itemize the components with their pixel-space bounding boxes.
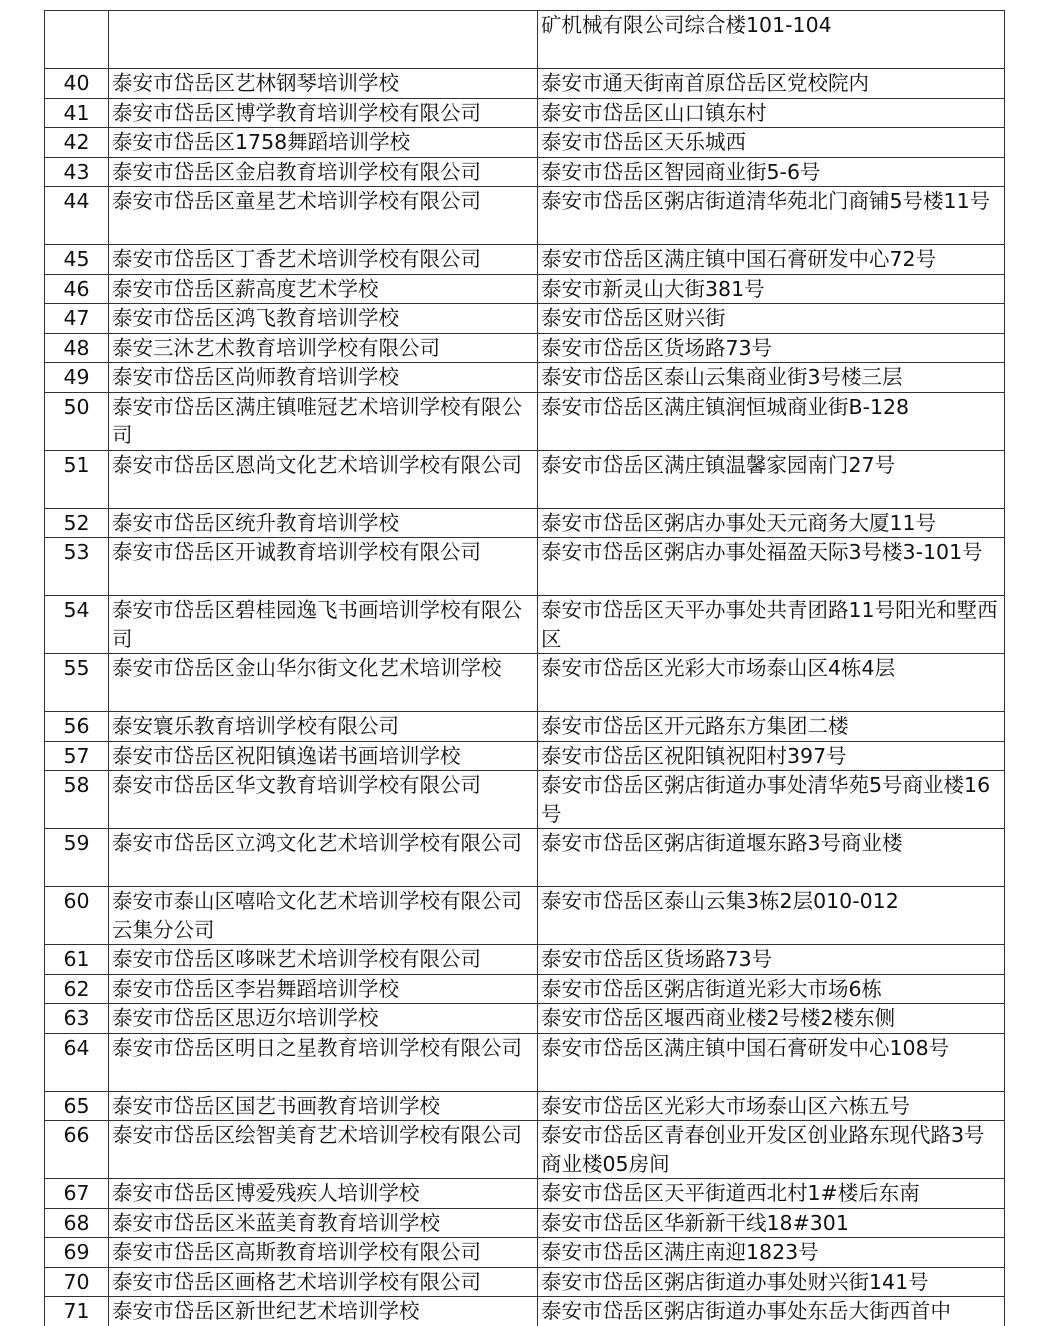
address-cell: 泰安市新灵山大街381号 (538, 274, 1005, 304)
school-name-cell: 泰安市岱岳区绘智美育艺术培训学校有限公司 (109, 1121, 538, 1179)
address-cell: 泰安市岱岳区堰西商业楼2号楼2楼东侧 (538, 1004, 1005, 1034)
row-number-cell: 61 (45, 945, 109, 975)
address-cell: 泰安市岱岳区青春创业开发区创业路东现代路3号商业楼05房间 (538, 1121, 1005, 1179)
school-name-cell: 泰安市岱岳区开诚教育培训学校有限公司 (109, 538, 538, 596)
row-number-cell: 42 (45, 128, 109, 158)
school-name-cell: 泰安市岱岳区明日之星教育培训学校有限公司 (109, 1033, 538, 1091)
address-cell: 泰安市岱岳区开元路东方集团二楼 (538, 712, 1005, 742)
address-cell: 泰安市岱岳区粥店街道光彩大市场6栋 (538, 974, 1005, 1004)
table-row (45, 450, 1005, 508)
row-number-cell: 59 (45, 829, 109, 887)
row-number-cell: 49 (45, 363, 109, 393)
row-number-cell: 43 (45, 157, 109, 187)
address-cell: 泰安市岱岳区满庄镇中国石膏研发中心72号 (538, 245, 1005, 275)
school-name-cell: 泰安市岱岳区高斯教育培训学校有限公司 (109, 1238, 538, 1268)
table-row (45, 771, 1005, 829)
row-number-cell: 45 (45, 245, 109, 275)
address-cell: 泰安市通天街南首原岱岳区党校院内 (538, 69, 1005, 99)
table-row (45, 1208, 1005, 1238)
table-row (45, 1179, 1005, 1209)
row-number-cell: 71 (45, 1297, 109, 1326)
address-cell: 泰安市岱岳区满庄镇润恒城商业街B-128 (538, 392, 1005, 450)
school-name-cell: 泰安市岱岳区新世纪艺术培训学校 (109, 1297, 538, 1326)
school-name-cell: 泰安市泰山区嘻哈文化艺术培训学校有限公司云集分公司 (109, 887, 538, 945)
address-cell: 泰安市岱岳区粥店街道办事处东岳大街西首中 (538, 1297, 1005, 1326)
address-cell: 泰安市岱岳区满庄镇中国石膏研发中心108号 (538, 1033, 1005, 1091)
address-cell: 泰安市岱岳区华新新干线18#301 (538, 1208, 1005, 1238)
address-cell: 泰安市岱岳区天乐城西 (538, 128, 1005, 158)
row-number-cell: 50 (45, 392, 109, 450)
address-cell: 泰安市岱岳区财兴街 (538, 304, 1005, 334)
address-cell: 泰安市岱岳区粥店街道办事处财兴街141号 (538, 1267, 1005, 1297)
table-row (45, 654, 1005, 712)
school-name-cell: 泰安市岱岳区立鸿文化艺术培训学校有限公司 (109, 829, 538, 887)
row-number-cell: 62 (45, 974, 109, 1004)
table-row (45, 887, 1005, 945)
address-cell: 泰安市岱岳区货场路73号 (538, 945, 1005, 975)
row-number-cell: 70 (45, 1267, 109, 1297)
school-name-cell: 泰安市岱岳区哆咪艺术培训学校有限公司 (109, 945, 538, 975)
table-row (45, 363, 1005, 393)
table-row (45, 538, 1005, 596)
address-cell: 矿机械有限公司综合楼101-104 (538, 11, 1005, 69)
row-number-cell: 47 (45, 304, 109, 334)
school-name-cell: 泰安市岱岳区思迈尔培训学校 (109, 1004, 538, 1034)
table-row (45, 187, 1005, 245)
row-number-cell: 67 (45, 1179, 109, 1209)
row-number-cell: 64 (45, 1033, 109, 1091)
address-cell: 泰安市岱岳区货场路73号 (538, 333, 1005, 363)
table-row (45, 274, 1005, 304)
schools-table-body (45, 11, 1005, 1326)
row-number-cell: 55 (45, 654, 109, 712)
table-row (45, 596, 1005, 654)
row-number-cell: 51 (45, 450, 109, 508)
address-cell: 泰安市岱岳区光彩大市场泰山区4栋4层 (538, 654, 1005, 712)
table-row (45, 1297, 1005, 1326)
row-number-cell: 46 (45, 274, 109, 304)
table-row (45, 1121, 1005, 1179)
school-name-cell: 泰安市岱岳区金启教育培训学校有限公司 (109, 157, 538, 187)
table-row (45, 304, 1005, 334)
row-number-cell: 48 (45, 333, 109, 363)
school-name-cell: 泰安市岱岳区画格艺术培训学校有限公司 (109, 1267, 538, 1297)
row-number-cell (45, 11, 109, 69)
school-name-cell: 泰安三沐艺术教育培训学校有限公司 (109, 333, 538, 363)
school-name-cell: 泰安市岱岳区华文教育培训学校有限公司 (109, 771, 538, 829)
table-row (45, 712, 1005, 742)
table-row (45, 69, 1005, 99)
table-row (45, 333, 1005, 363)
table-row (45, 741, 1005, 771)
address-cell: 泰安市岱岳区智园商业街5-6号 (538, 157, 1005, 187)
address-cell: 泰安市岱岳区满庄南迎1823号 (538, 1238, 1005, 1268)
table-row (45, 157, 1005, 187)
school-name-cell: 泰安市岱岳区统升教育培训学校 (109, 508, 538, 538)
school-name-cell: 泰安市岱岳区碧桂园逸飞书画培训学校有限公司 (109, 596, 538, 654)
table-row (45, 974, 1005, 1004)
table-row (45, 98, 1005, 128)
table-row (45, 508, 1005, 538)
document-page (44, 10, 1004, 1326)
address-cell: 泰安市岱岳区粥店街道清华苑北门商铺5号楼11号 (538, 187, 1005, 245)
school-name-cell: 泰安市岱岳区童星艺术培训学校有限公司 (109, 187, 538, 245)
school-name-cell: 泰安市岱岳区薪高度艺术学校 (109, 274, 538, 304)
school-name-cell: 泰安市岱岳区丁香艺术培训学校有限公司 (109, 245, 538, 275)
row-number-cell: 65 (45, 1091, 109, 1121)
row-number-cell: 68 (45, 1208, 109, 1238)
school-name-cell: 泰安市岱岳区满庄镇唯冠艺术培训学校有限公司 (109, 392, 538, 450)
schools-table (44, 10, 1005, 1326)
row-number-cell: 54 (45, 596, 109, 654)
address-cell: 泰安市岱岳区粥店街道办事处清华苑5号商业楼16号 (538, 771, 1005, 829)
address-cell: 泰安市岱岳区满庄镇温馨家园南门27号 (538, 450, 1005, 508)
school-name-cell: 泰安市岱岳区国艺书画教育培训学校 (109, 1091, 538, 1121)
row-number-cell: 58 (45, 771, 109, 829)
address-cell: 泰安市岱岳区泰山云集3栋2层010-012 (538, 887, 1005, 945)
school-name-cell: 泰安市岱岳区艺林钢琴培训学校 (109, 69, 538, 99)
table-row (45, 1238, 1005, 1268)
school-name-cell: 泰安市岱岳区博学教育培训学校有限公司 (109, 98, 538, 128)
address-cell: 泰安市岱岳区祝阳镇祝阳村397号 (538, 741, 1005, 771)
row-number-cell: 53 (45, 538, 109, 596)
table-row (45, 392, 1005, 450)
table-row (45, 1004, 1005, 1034)
school-name-cell: 泰安市岱岳区鸿飞教育培训学校 (109, 304, 538, 334)
table-row (45, 1267, 1005, 1297)
address-cell: 泰安市岱岳区粥店办事处福盈天际3号楼3-101号 (538, 538, 1005, 596)
table-row (45, 1091, 1005, 1121)
table-row (45, 11, 1005, 69)
row-number-cell: 63 (45, 1004, 109, 1034)
school-name-cell: 泰安市岱岳区米蓝美育教育培训学校 (109, 1208, 538, 1238)
row-number-cell: 40 (45, 69, 109, 99)
school-name-cell: 泰安市岱岳区李岩舞蹈培训学校 (109, 974, 538, 1004)
school-name-cell (109, 11, 538, 69)
school-name-cell: 泰安寰乐教育培训学校有限公司 (109, 712, 538, 742)
school-name-cell: 泰安市岱岳区博爱残疾人培训学校 (109, 1179, 538, 1209)
address-cell: 泰安市岱岳区天平办事处共青团路11号阳光和墅西区 (538, 596, 1005, 654)
table-row (45, 1033, 1005, 1091)
school-name-cell: 泰安市岱岳区祝阳镇逸诺书画培训学校 (109, 741, 538, 771)
row-number-cell: 69 (45, 1238, 109, 1268)
row-number-cell: 44 (45, 187, 109, 245)
address-cell: 泰安市岱岳区天平街道西北村1#楼后东南 (538, 1179, 1005, 1209)
school-name-cell: 泰安市岱岳区1758舞蹈培训学校 (109, 128, 538, 158)
address-cell: 泰安市岱岳区光彩大市场泰山区六栋五号 (538, 1091, 1005, 1121)
school-name-cell: 泰安市岱岳区恩尚文化艺术培训学校有限公司 (109, 450, 538, 508)
school-name-cell: 泰安市岱岳区金山华尔街文化艺术培训学校 (109, 654, 538, 712)
table-row (45, 945, 1005, 975)
row-number-cell: 60 (45, 887, 109, 945)
row-number-cell: 56 (45, 712, 109, 742)
row-number-cell: 52 (45, 508, 109, 538)
address-cell: 泰安市岱岳区山口镇东村 (538, 98, 1005, 128)
table-row (45, 829, 1005, 887)
row-number-cell: 41 (45, 98, 109, 128)
table-row (45, 245, 1005, 275)
school-name-cell: 泰安市岱岳区尚师教育培训学校 (109, 363, 538, 393)
table-row (45, 128, 1005, 158)
address-cell: 泰安市岱岳区粥店办事处天元商务大厦11号 (538, 508, 1005, 538)
row-number-cell: 66 (45, 1121, 109, 1179)
row-number-cell: 57 (45, 741, 109, 771)
address-cell: 泰安市岱岳区粥店街道堰东路3号商业楼 (538, 829, 1005, 887)
address-cell: 泰安市岱岳区泰山云集商业街3号楼三层 (538, 363, 1005, 393)
